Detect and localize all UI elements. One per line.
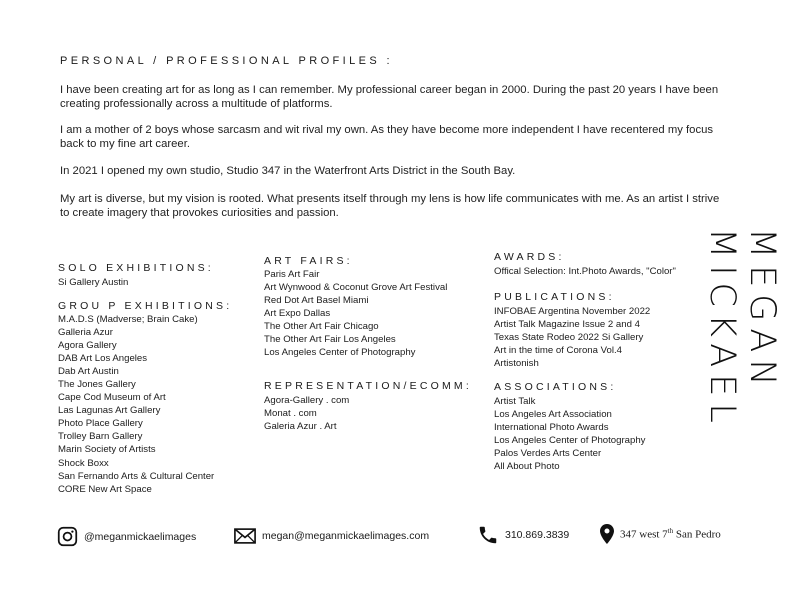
group-exhibitions-title: GROU P EXHIBITIONS: xyxy=(58,300,233,312)
list-item: Artistonish xyxy=(494,358,539,370)
phone-icon xyxy=(477,524,499,546)
list-item: The Other Art Fair Chicago xyxy=(264,321,379,333)
list-item: The Jones Gallery xyxy=(58,379,136,391)
list-item: Artist Talk Magazine Issue 2 and 4 xyxy=(494,319,640,331)
list-item: Photo Place Gallery xyxy=(58,418,143,430)
list-item: San Fernando Arts & Cultural Center xyxy=(58,470,215,482)
associations-list xyxy=(494,395,645,473)
address-contact xyxy=(600,524,721,544)
email-address[interactable]: megan@meganmickaelimages.com xyxy=(262,530,430,542)
publications-list xyxy=(494,305,650,370)
profiles-heading: PERSONAL / PROFESSIONAL PROFILES : xyxy=(60,55,394,67)
bio-paragraph-3: In 2021 I opened my own studio, Studio 347 in the Waterfront Arts District in the South Bay. xyxy=(60,165,516,177)
list-item: The Other Art Fair Los Angeles xyxy=(264,334,396,346)
list-item: Trolley Barn Gallery xyxy=(58,431,143,443)
list-item: Las Lagunas Art Gallery xyxy=(58,405,161,417)
representation-list xyxy=(264,394,349,433)
instagram-icon xyxy=(57,526,78,547)
list-item: INFOBAE Argentina November 2022 xyxy=(494,306,651,317)
list-item: Los Angeles Center of Photography xyxy=(264,347,416,359)
list-item: International Photo Awards xyxy=(494,422,609,434)
list-item: Agora Gallery xyxy=(58,340,117,352)
group-exhibitions-list xyxy=(58,313,214,496)
list-item: Texas State Rodeo 2022 Si Gallery xyxy=(494,332,644,344)
list-item: Los Angeles Center of Photography xyxy=(494,435,646,447)
solo-exhibitions-title: SOLO EXHIBITIONS: xyxy=(58,262,214,274)
list-item: Dab Art Austin xyxy=(58,366,119,378)
representation-title: REPRESENTATION/ECOMM: xyxy=(264,380,472,392)
list-item: Cape Cod Museum of Art xyxy=(58,392,166,404)
bio-paragraph-1: I have been creating art for as long as I can remember. My professional career began in 2000. During the past 20 years I have been creating professionally across a multitude of platforms. xyxy=(60,84,719,110)
instagram-contact[interactable] xyxy=(57,526,196,547)
list-item: M.A.D.S (Madverse; Brain Cake) xyxy=(58,314,198,325)
address-text: 347 west 7th San Pedro xyxy=(620,527,721,541)
art-fairs-title: ART FAIRS: xyxy=(264,255,353,267)
associations-title: ASSOCIATIONS: xyxy=(494,381,617,393)
list-item: Red Dot Art Basel Miami xyxy=(264,295,369,307)
list-item: Offical Selection: Int.Photo Awards, "Color" xyxy=(494,266,676,277)
list-item: Monat . com xyxy=(264,408,317,420)
list-item: All About Photo xyxy=(494,461,560,473)
map-pin-icon xyxy=(600,524,614,544)
list-item: Si Gallery Austin xyxy=(58,277,129,288)
list-item: DAB Art Los Angeles xyxy=(58,353,148,365)
list-item: Galeria Azur . Art xyxy=(264,421,337,433)
list-item: Paris Art Fair xyxy=(264,269,320,280)
phone-number[interactable]: 310.869.3839 xyxy=(505,529,570,541)
publications-title: PUBLICATIONS: xyxy=(494,291,615,303)
list-item: Los Angeles Art Association xyxy=(494,409,612,421)
list-item: Marin Society of Artists xyxy=(58,444,156,456)
list-item: CORE New Art Space xyxy=(58,483,152,495)
awards-list xyxy=(494,265,676,278)
instagram-handle[interactable]: @meganmickaelimages xyxy=(84,530,197,543)
bio-paragraph-4: My art is diverse, but my vision is rooted. What presents itself through my lens is how life communicates with me. As an artist I strive to create imagery that provokes curiosities and passion. xyxy=(60,193,720,219)
list-item: Shock Boxx xyxy=(58,457,109,469)
list-item: Artist Talk xyxy=(494,396,536,407)
list-item: Agora-Gallery . com xyxy=(264,395,350,406)
list-item: Galleria Azur xyxy=(58,327,113,339)
list-item: Palos Verdes Arts Center xyxy=(494,448,602,460)
email-contact[interactable] xyxy=(234,528,429,544)
art-fairs-list xyxy=(264,268,447,359)
list-item: Art Expo Dallas xyxy=(264,308,331,320)
artist-name-vertical: MEGAN MICKAEL xyxy=(702,228,782,430)
phone-contact[interactable] xyxy=(477,524,569,546)
bio-paragraph-2: I am a mother of 2 boys whose sarcasm and wit rival my own. As they have become more independent I have recentered my focus back to my fine art career. xyxy=(60,124,714,150)
solo-exhibitions-list xyxy=(58,276,128,289)
list-item: Art Wynwood & Coconut Grove Art Festival xyxy=(264,282,448,294)
awards-title: AWARDS: xyxy=(494,251,565,263)
list-item: Art in the time of Corona Vol.4 xyxy=(494,345,622,357)
envelope-icon xyxy=(234,528,256,544)
